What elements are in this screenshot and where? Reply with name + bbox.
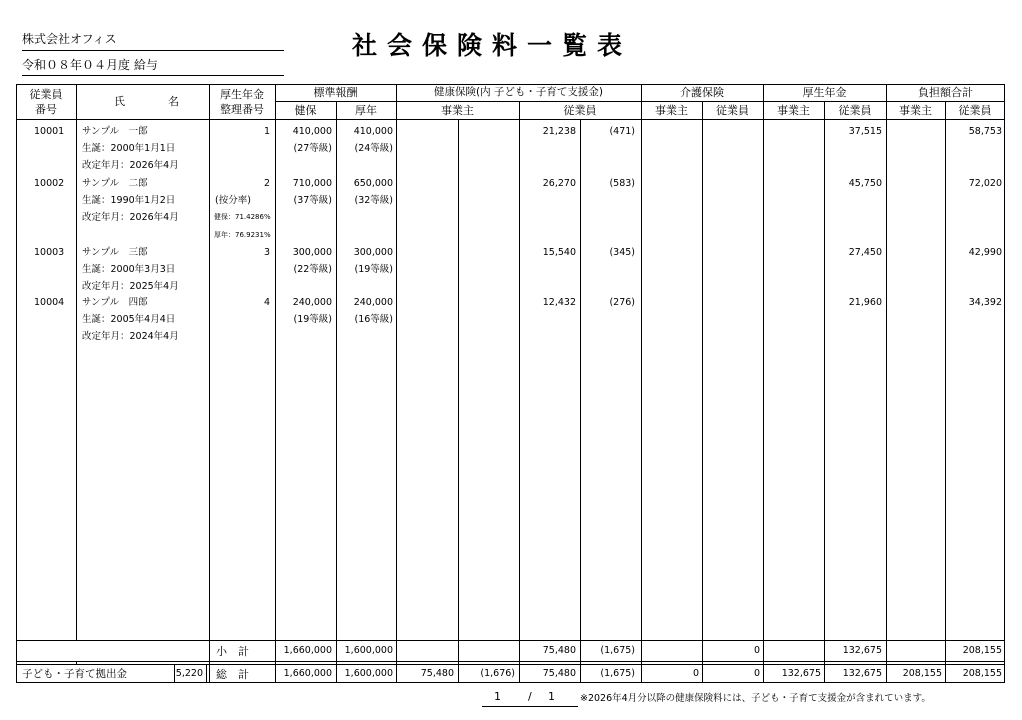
employee-name: サンプル 一郎 [82,126,148,137]
col-care-employee: 従業員 [716,104,749,117]
subtotal-care-employee: 0 [753,645,760,656]
page-current: 1 [494,690,501,703]
total-employee: 72,020 [968,178,1002,189]
total-health-employer-child: (1,676) [480,668,515,679]
health-standard: 240,000 [292,297,332,308]
col-care: 介護保険 [680,86,724,99]
total-pension-employer: 132,675 [781,668,821,679]
col-emp-no-2: 番号 [35,103,57,116]
footnote: ※2026年4月分以降の健康保険料には、子ども・子育て支援金が含まれています。 [580,693,931,704]
pension-grade: (32等級) [354,195,393,206]
child-support-amount: 5,220 [175,668,203,679]
subtotal-health-employee: 75,480 [542,645,576,656]
col-health-employer: 事業主 [441,104,474,117]
col-standard: 標準報酬 [313,86,358,99]
pension-employee: 27,450 [848,247,882,258]
subtotal-total-employee: 208,155 [962,645,1002,656]
employee-birth: 生誕：2000年3月3日 [82,264,176,275]
employee-name: サンプル 三郎 [82,247,148,258]
col-emp-no-1: 従業員 [29,88,63,101]
company-name: 株式会社オフィス [22,30,284,51]
pension-standard: 410,000 [353,126,393,137]
col-standard-health: 健保 [294,104,317,117]
employee-revised: 改定年月：2026年4月 [82,160,179,171]
total-employee: 58,753 [968,126,1002,137]
employee-revised: 改定年月：2026年4月 [82,212,179,223]
grand-total-label: 総 計 [216,668,249,681]
health-employee-child: (345) [609,247,635,258]
allocation-pension: 厚年：76.9231% [214,231,271,239]
pension-standard: 240,000 [353,297,393,308]
page-indicator [482,688,578,707]
col-pension: 厚生年金 [802,86,847,99]
total-total-employee: 208,155 [962,668,1002,679]
page-separator: / [528,690,532,703]
pension-employee: 21,960 [848,297,882,308]
col-pension-no-1: 厚生年金 [220,88,264,101]
col-pension-employee: 従業員 [838,104,872,117]
subtotal-pension-employee: 132,675 [842,645,882,656]
pension-number: 2 [263,178,270,189]
total-health-employer: 75,480 [420,668,454,679]
page-title: 社会保険料一覧表 [352,31,633,60]
employee-birth: 生誕：1990年1月2日 [82,195,176,206]
child-support-label: 子ども・子育て拠出金 [22,668,127,680]
col-health: 健康保険(内 子ども・子育て支援金) [433,86,604,98]
health-grade: (37等級) [293,195,332,206]
health-standard: 300,000 [292,247,332,258]
health-employee-child: (583) [609,178,635,189]
pension-grade: (16等級) [354,314,393,325]
pension-standard: 650,000 [353,178,393,189]
pension-employee: 37,515 [848,126,882,137]
health-employee-child: (276) [609,297,635,308]
employee-birth: 生誕：2000年1月1日 [82,143,176,154]
payroll-period: 令和０８年０４月度 給与 [22,56,284,76]
total-employee: 34,392 [968,297,1002,308]
subtotal-health-std: 1,660,000 [283,645,332,656]
col-health-employee: 従業員 [563,104,597,117]
health-employee: 15,540 [542,247,576,258]
total-care-employee: 0 [753,668,760,679]
total-health-employee: 75,480 [542,668,576,679]
total-total-employer: 208,155 [902,668,942,679]
total-care-employer: 0 [692,668,699,679]
allocation-health: 健保：71.4286% [214,213,271,221]
health-employee-child: (471) [609,126,635,137]
health-grade: (19等級) [293,314,332,325]
col-care-employer: 事業主 [655,104,688,117]
insurance-table [16,84,1005,683]
total-pension-std: 1,600,000 [344,668,393,679]
subtotal-label: 小 計 [216,645,249,658]
col-total-employer: 事業主 [899,104,932,117]
page-total: 1 [548,690,555,703]
subtotal-health-employee-child: (1,675) [600,645,635,656]
total-employee: 42,990 [968,247,1002,258]
col-name-1: 氏 [114,95,125,108]
allocation-label: (按分率) [215,195,251,206]
table-grid [16,84,1005,683]
col-standard-pension: 厚年 [355,104,377,117]
health-standard: 710,000 [292,178,332,189]
health-employee: 21,238 [542,126,576,137]
health-employee: 12,432 [542,297,576,308]
health-standard: 410,000 [292,126,332,137]
subtotal-pension-std: 1,600,000 [344,645,393,656]
col-total: 負担額合計 [918,86,973,99]
col-pension-employer: 事業主 [777,104,810,117]
pension-employee: 45,750 [848,178,882,189]
pension-number: 4 [263,297,270,308]
health-employee: 26,270 [542,178,576,189]
col-total-employee: 従業員 [958,104,992,117]
pension-number: 3 [263,247,270,258]
pension-standard: 300,000 [353,247,393,258]
employee-revised: 改定年月：2025年4月 [82,281,179,292]
employee-no: 10003 [34,247,65,258]
employee-no: 10004 [34,297,65,308]
employee-no: 10001 [34,126,65,137]
pension-grade: (24等級) [354,143,393,154]
col-name-2: 名 [168,95,179,108]
pension-number: 1 [263,126,270,137]
health-grade: (22等級) [293,264,332,275]
employee-name: サンプル 二郎 [82,178,148,189]
employee-birth: 生誕：2005年4月4日 [82,314,176,325]
health-grade: (27等級) [293,143,332,154]
pension-grade: (19等級) [354,264,393,275]
employee-revised: 改定年月：2024年4月 [82,331,179,342]
total-health-employee-child: (1,675) [600,668,635,679]
employee-no: 10002 [34,178,65,189]
employee-name: サンプル 四郎 [82,297,148,308]
col-pension-no-2: 整理番号 [220,103,264,116]
total-health-std: 1,660,000 [283,668,332,679]
total-pension-employee: 132,675 [842,668,882,679]
